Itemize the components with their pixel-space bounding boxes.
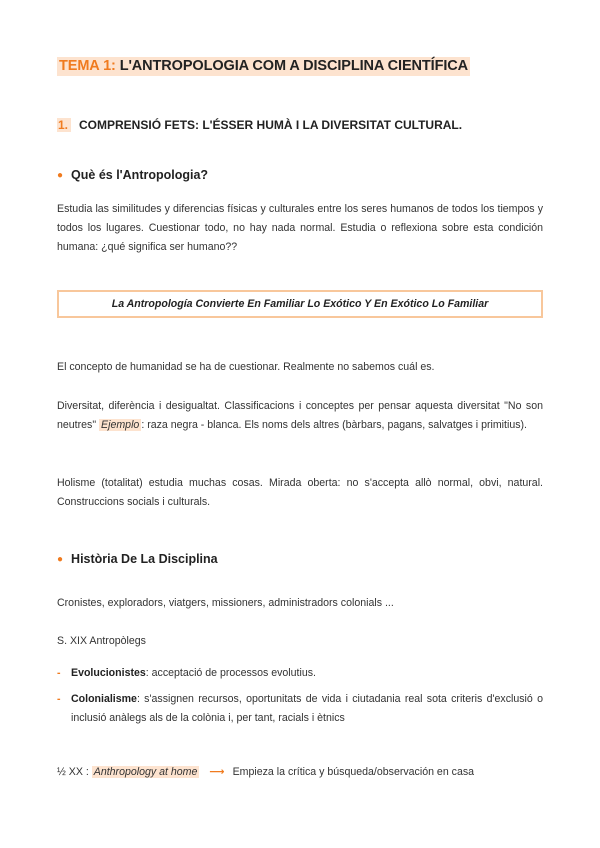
highlight-example: Ejemplo: [101, 419, 140, 431]
quote-box: [57, 290, 543, 318]
title-text: L'ANTROPOLOGIA COM A DISCIPLINA CIENTÍFICA: [115, 58, 469, 74]
list-item-term: Colonialisme: [71, 693, 137, 705]
bullet-heading-label: Història De La Disciplina: [71, 552, 218, 566]
paragraph-humanity: El concepto de humanidad se ha de cuestionar. Realmente no sabemos cuál es.: [57, 361, 435, 373]
title-tema: TEMA 1:: [59, 58, 116, 74]
section-heading-1: [57, 117, 462, 133]
dash-icon: -: [57, 667, 61, 679]
list-item-desc: : s'assignen recursos, oportunitats de vida i ciutadania real sota criteris d'exclusió o inclusió anàlegs als de la colònia i, per tant, racials i ètnics: [71, 693, 543, 724]
list-item-text: [71, 664, 543, 683]
list-item-desc: : acceptació de processos evolutius.: [145, 667, 316, 679]
arrow-right-icon: ⟶: [209, 766, 225, 778]
paragraph-chroniclers: Cronistes, exploradors, viatgers, missioners, administradors colonials ...: [57, 597, 394, 609]
list-item-term: Evolucionistes: [71, 667, 146, 679]
bullet-dot-icon: ●: [57, 554, 64, 565]
paragraph-definition: Estudia las similitudes y diferencias físicas y culturales entre los seres humanos de todos los tiempos y todos los lugares. Cuestionar todo, no hay nada normal. Estudia o reflexiona sobre esta condición humana: ¿qué significa ser humano??: [57, 203, 543, 253]
paragraph-xix: S. XIX Antropòlegs: [57, 635, 146, 647]
bullet-dot-icon: ●: [57, 170, 64, 181]
bullet-heading-antropologia: [57, 167, 208, 184]
bullet-heading-label: Què és l'Antropologia?: [71, 168, 209, 182]
section-number: 1.: [57, 118, 71, 132]
paragraph-anthropology-home: [57, 763, 543, 782]
bullet-heading-historia: [57, 551, 218, 568]
quote-text: La Antropología Convierte En Familiar Lo Exótico Y En Exótico Lo Familiar: [111, 298, 489, 310]
list-item-colonialisme: [57, 690, 543, 728]
list-item-evolucionistes: [57, 664, 543, 683]
list-item-text: [71, 690, 543, 728]
diversity-text-end: : raza negra - blanca. Els noms dels altres (bàrbars, pagans, salvatges i primitius).: [141, 419, 527, 431]
section-label: COMPRENSIÓ FETS: L'ÉSSER HUMÀ I LA DIVERSITAT CULTURAL.: [79, 118, 463, 132]
paragraph-holism: Holisme (totalitat) estudia muchas cosas. Mirada oberta: no s'accepta allò normal, obvi, natural. Construccions socials i culturals.: [57, 477, 543, 508]
paragraph-diversity: [57, 397, 543, 435]
critique-text: Empieza la crítica y búsqueda/observación en casa: [232, 766, 475, 778]
highlight-anthropology-home: Anthropology at home: [93, 766, 198, 778]
diversity-text-start: Diversitat, diferència i desigualtat. Classificacions i conceptes per pensar aquesta diversitat "No son neutres": [57, 400, 543, 431]
document-title: [57, 57, 470, 76]
half-xx-label: ½ XX :: [57, 766, 92, 778]
dash-icon: -: [57, 693, 61, 705]
